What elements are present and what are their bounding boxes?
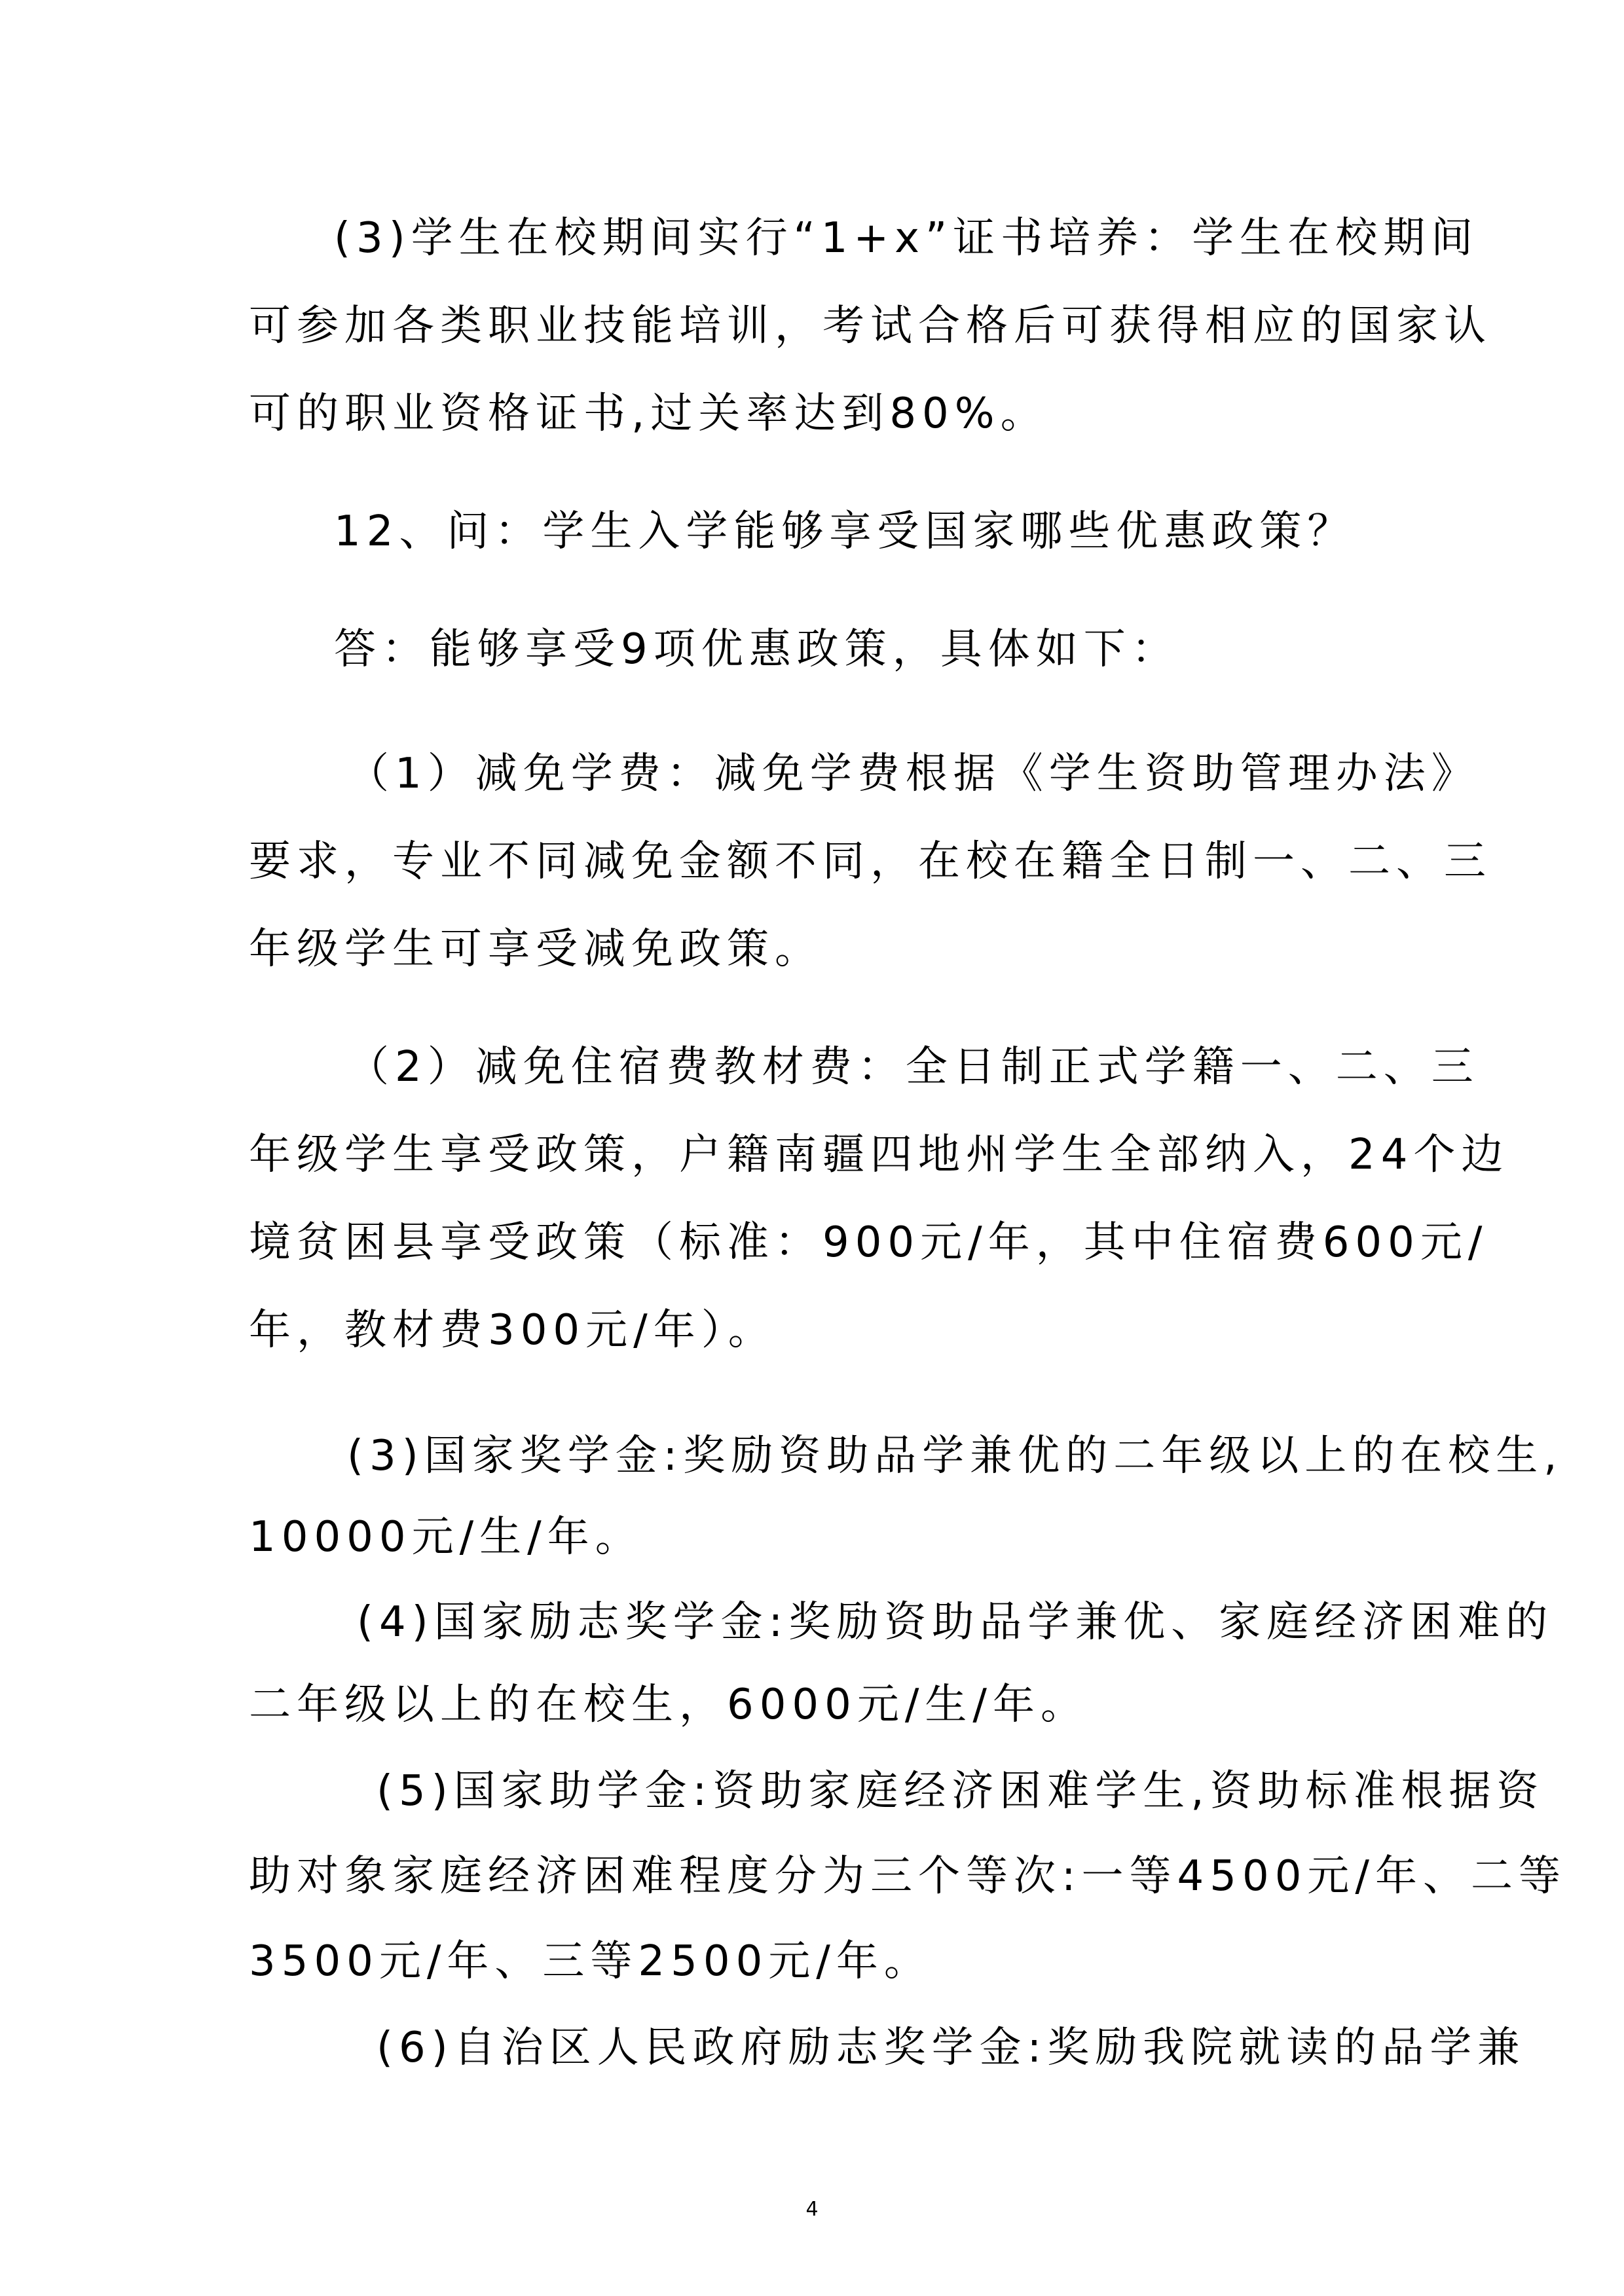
text-line: (5)国家助学金:资助家庭经济困难学生,资助标准根据资 — [377, 1767, 1545, 1815]
text-line: (6)自治区人民政府励志奖学金:奖励我院就读的品学兼 — [377, 2024, 1526, 2072]
page-number: 4 — [805, 2198, 819, 2221]
text-line: 年级学生享受政策，户籍南疆四地州学生全部纳入，24个边 — [249, 1131, 1509, 1179]
question-heading: 12、问：学生入学能够享受国家哪些优惠政策？ — [334, 507, 1356, 556]
text-line: 境贫困县享受政策（标准：900元/年，其中住宿费600元/ — [249, 1218, 1488, 1267]
text-line: 年，教材费300元/年）。 — [249, 1306, 776, 1355]
text-line: 10000元/生/年。 — [249, 1513, 643, 1561]
text-line: 二年级以上的在校生，6000元/生/年。 — [249, 1681, 1088, 1729]
text-line: 3500元/年、三等2500元/年。 — [249, 1937, 932, 1986]
text-line: 助对象家庭经济困难程度分为三个等次:一等4500元/年、二等 — [249, 1852, 1566, 1901]
text-line: （1）减免学费：减免学费根据《学生资助管理办法》 — [347, 750, 1479, 798]
answer-intro: 答：能够享受9项优惠政策，具体如下： — [334, 625, 1179, 674]
text-line: 可参加各类职业技能培训，考试合格后可获得相应的国家认 — [249, 302, 1492, 350]
text-line: 年级学生可享受减免政策。 — [249, 925, 822, 974]
text-line: (3)国家奖学金:奖励资助品学兼优的二年级以上的在校生, — [347, 1432, 1563, 1480]
text-line: 可的职业资格证书,过关率达到80%。 — [249, 390, 1048, 438]
text-line: （2）减免住宿费教材费：全日制正式学籍一、二、三 — [347, 1043, 1479, 1091]
text-line: (4)国家励志奖学金:奖励资助品学兼优、家庭经济困难的 — [357, 1598, 1554, 1647]
text-line: (3)学生在校期间实行“1+x”证书培养：学生在校期间 — [334, 214, 1479, 263]
text-line: 要求，专业不同减免金额不同，在校在籍全日制一、二、三 — [249, 837, 1492, 886]
